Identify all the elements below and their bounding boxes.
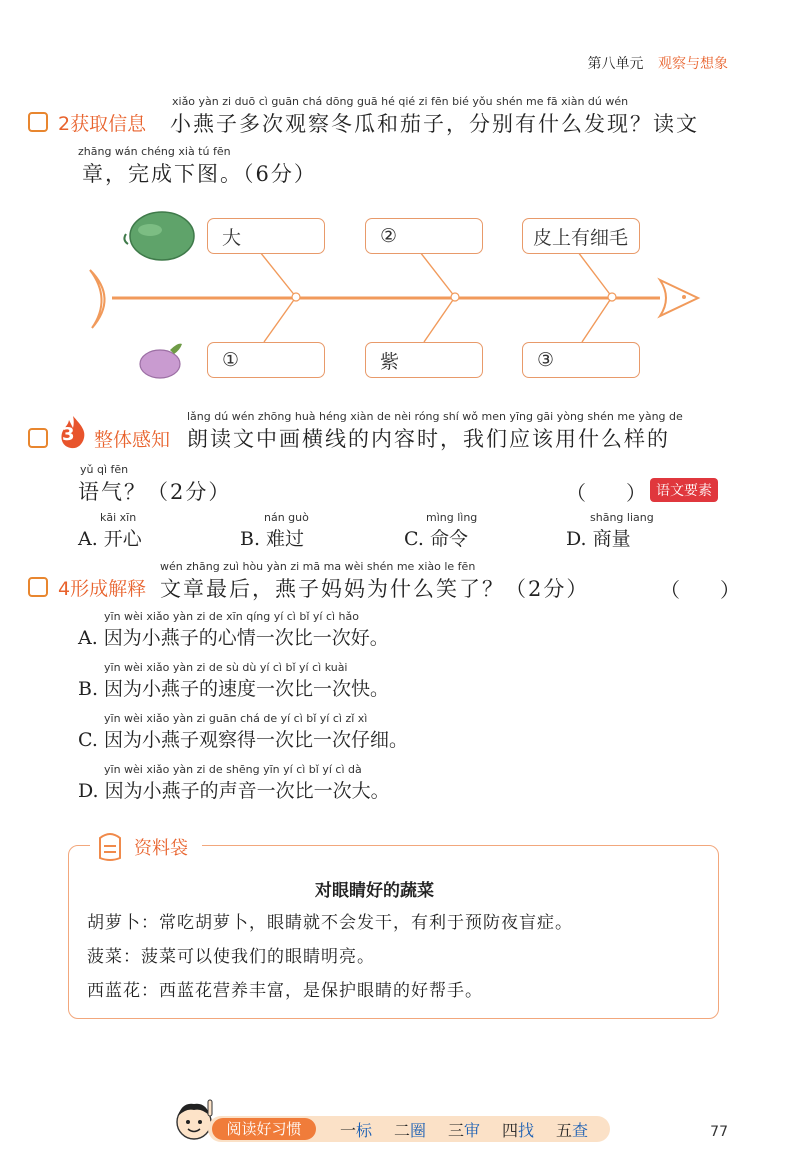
habit-num: 四 (502, 1121, 519, 1140)
habit-num: 五 (556, 1121, 573, 1140)
q3-line2-pinyin: yǔ qì fēn (80, 463, 129, 476)
q3-answer-blank[interactable]: （ ） (566, 481, 646, 505)
q4-option-c-pinyin: yīn wèi xiǎo yàn zi guān chá de yí cì bǐ yí cì zǐ xì (104, 712, 368, 725)
q3-line1-text: 朗读文中画横线的内容时，我们应该用什么样的 (187, 427, 670, 451)
diagram-bottom-box-2[interactable]: 紫 (365, 342, 483, 378)
q4-line1-pinyin: wén zhāng zuì hòu yàn zi mā ma wèi shén me xiào le fēn (160, 560, 476, 573)
q3-number: 3 (62, 424, 75, 445)
reading-habits-label: 阅读好习惯 (212, 1118, 316, 1140)
info-line-broccoli: 西蓝花：西蓝花营养丰富，是保护眼睛的好帮手。 (87, 981, 483, 1001)
diagram-bottom-box-3[interactable]: ③ (522, 342, 640, 378)
q3-option-b-pinyin: nán guò (264, 511, 309, 524)
q4-option-b-pinyin: yīn wèi xiǎo yàn zi de sù dù yí cì bǐ yí cì kuài (104, 661, 348, 674)
habit-word: 标 (356, 1121, 373, 1140)
q4-option-d-pinyin: yīn wèi xiǎo yàn zi de shēng yīn yí cì bǐ yí cì dà (104, 763, 362, 776)
q2-line2-text: 章，完成下图。（6分） (82, 162, 317, 186)
q3-option-a-pinyin: kāi xīn (100, 511, 137, 524)
habit-word: 审 (464, 1121, 481, 1140)
fish-head (660, 280, 698, 316)
q4-option-c[interactable]: C. 因为小燕子观察得一次比一次仔细。 (78, 729, 408, 751)
page-number: 77 (710, 1124, 728, 1140)
q4-option-d[interactable]: D. 因为小燕子的声音一次比一次大。 (78, 780, 390, 802)
winter-melon-icon (124, 212, 194, 260)
unit-topic: 观察与想象 (658, 56, 728, 72)
q3-option-d[interactable]: D. 商量 (566, 528, 631, 550)
habit-word: 圈 (410, 1121, 427, 1140)
q4-tag-label: 形成解释 (70, 578, 147, 600)
q4-checkbox[interactable] (28, 577, 48, 597)
q3-option-d-pinyin: shāng liang (590, 511, 654, 524)
q4-answer-blank[interactable]: （ ） (660, 578, 740, 602)
habit-word: 查 (572, 1121, 589, 1140)
diagram-top-box-2[interactable]: ② (365, 218, 483, 254)
q3-tag: 整体感知 (94, 429, 171, 451)
habit-item-5 (556, 1118, 588, 1141)
q2-number: 2 (58, 113, 71, 135)
q3-option-b[interactable]: B. 难过 (240, 528, 305, 550)
info-line-carrot: 胡萝卜：常吃胡萝卜，眼睛就不会发干，有利于预防夜盲症。 (87, 913, 573, 933)
page-header (588, 53, 728, 73)
q2-line2-pinyin: zhāng wán chéng xià tú fēn (78, 145, 231, 158)
q4-number: 4 (58, 578, 71, 600)
q2-tag-label: 获取信息 (70, 113, 147, 135)
q3-badge: 语文要素 (650, 478, 718, 502)
q3-line2-text: 语气？（2分） (78, 480, 232, 504)
q4-line1-text: 文章最后，燕子妈妈为什么笑了？（2分） (160, 577, 590, 601)
q3-checkbox[interactable] (28, 428, 48, 448)
habit-num: 二 (394, 1121, 411, 1140)
diagram-top-box-1[interactable]: 大 (207, 218, 325, 254)
habit-item-1 (340, 1118, 372, 1141)
q4-option-b[interactable]: B. 因为小燕子的速度一次比一次快。 (78, 678, 390, 700)
info-line-spinach: 菠菜：菠菜可以使我们的眼睛明亮。 (87, 947, 375, 967)
q2-checkbox[interactable] (28, 112, 48, 132)
q2-line1-pinyin: xiǎo yàn zi duō cì guān chá dōng guā hé qié zi fēn bié yǒu shén me fā xiàn dú wén (172, 95, 629, 108)
unit-label: 第八单元 (587, 56, 644, 72)
habit-word: 找 (518, 1121, 535, 1140)
habit-item-2 (394, 1118, 426, 1141)
q3-option-c-pinyin: mìng lìng (426, 511, 478, 524)
q2-line1-text: 小燕子多次观察冬瓜和茄子，分别有什么发现？读文 (170, 112, 699, 136)
habit-item-3 (448, 1118, 480, 1141)
book-bag-icon (94, 828, 126, 862)
habit-num: 一 (340, 1121, 357, 1140)
q2-tag (58, 109, 146, 136)
q4-option-a-pinyin: yīn wèi xiǎo yàn zi de xīn qíng yí cì bǐ yí cì hǎo (104, 610, 360, 623)
diagram-top-box-3[interactable]: 皮上有细毛 (522, 218, 640, 254)
habit-num: 三 (448, 1121, 465, 1140)
fish-tail (90, 270, 105, 328)
q3-option-c[interactable]: C. 命令 (404, 528, 468, 550)
q3-line1-pinyin: lǎng dú wén zhōng huà héng xiàn de nèi róng shí wǒ men yīng gāi yòng shén me yàng de (187, 410, 683, 423)
q3-option-a[interactable]: A. 开心 (78, 528, 142, 550)
q4-tag (58, 574, 146, 601)
habit-item-4 (502, 1118, 534, 1141)
info-label: 资料袋 (134, 838, 188, 859)
q4-option-a[interactable]: A. 因为小燕子的心情一次比一次好。 (78, 627, 389, 649)
diagram-bottom-box-1[interactable]: ① (207, 342, 325, 378)
info-title: 对眼睛好的蔬菜 (315, 881, 434, 901)
eggplant-icon (140, 344, 182, 378)
